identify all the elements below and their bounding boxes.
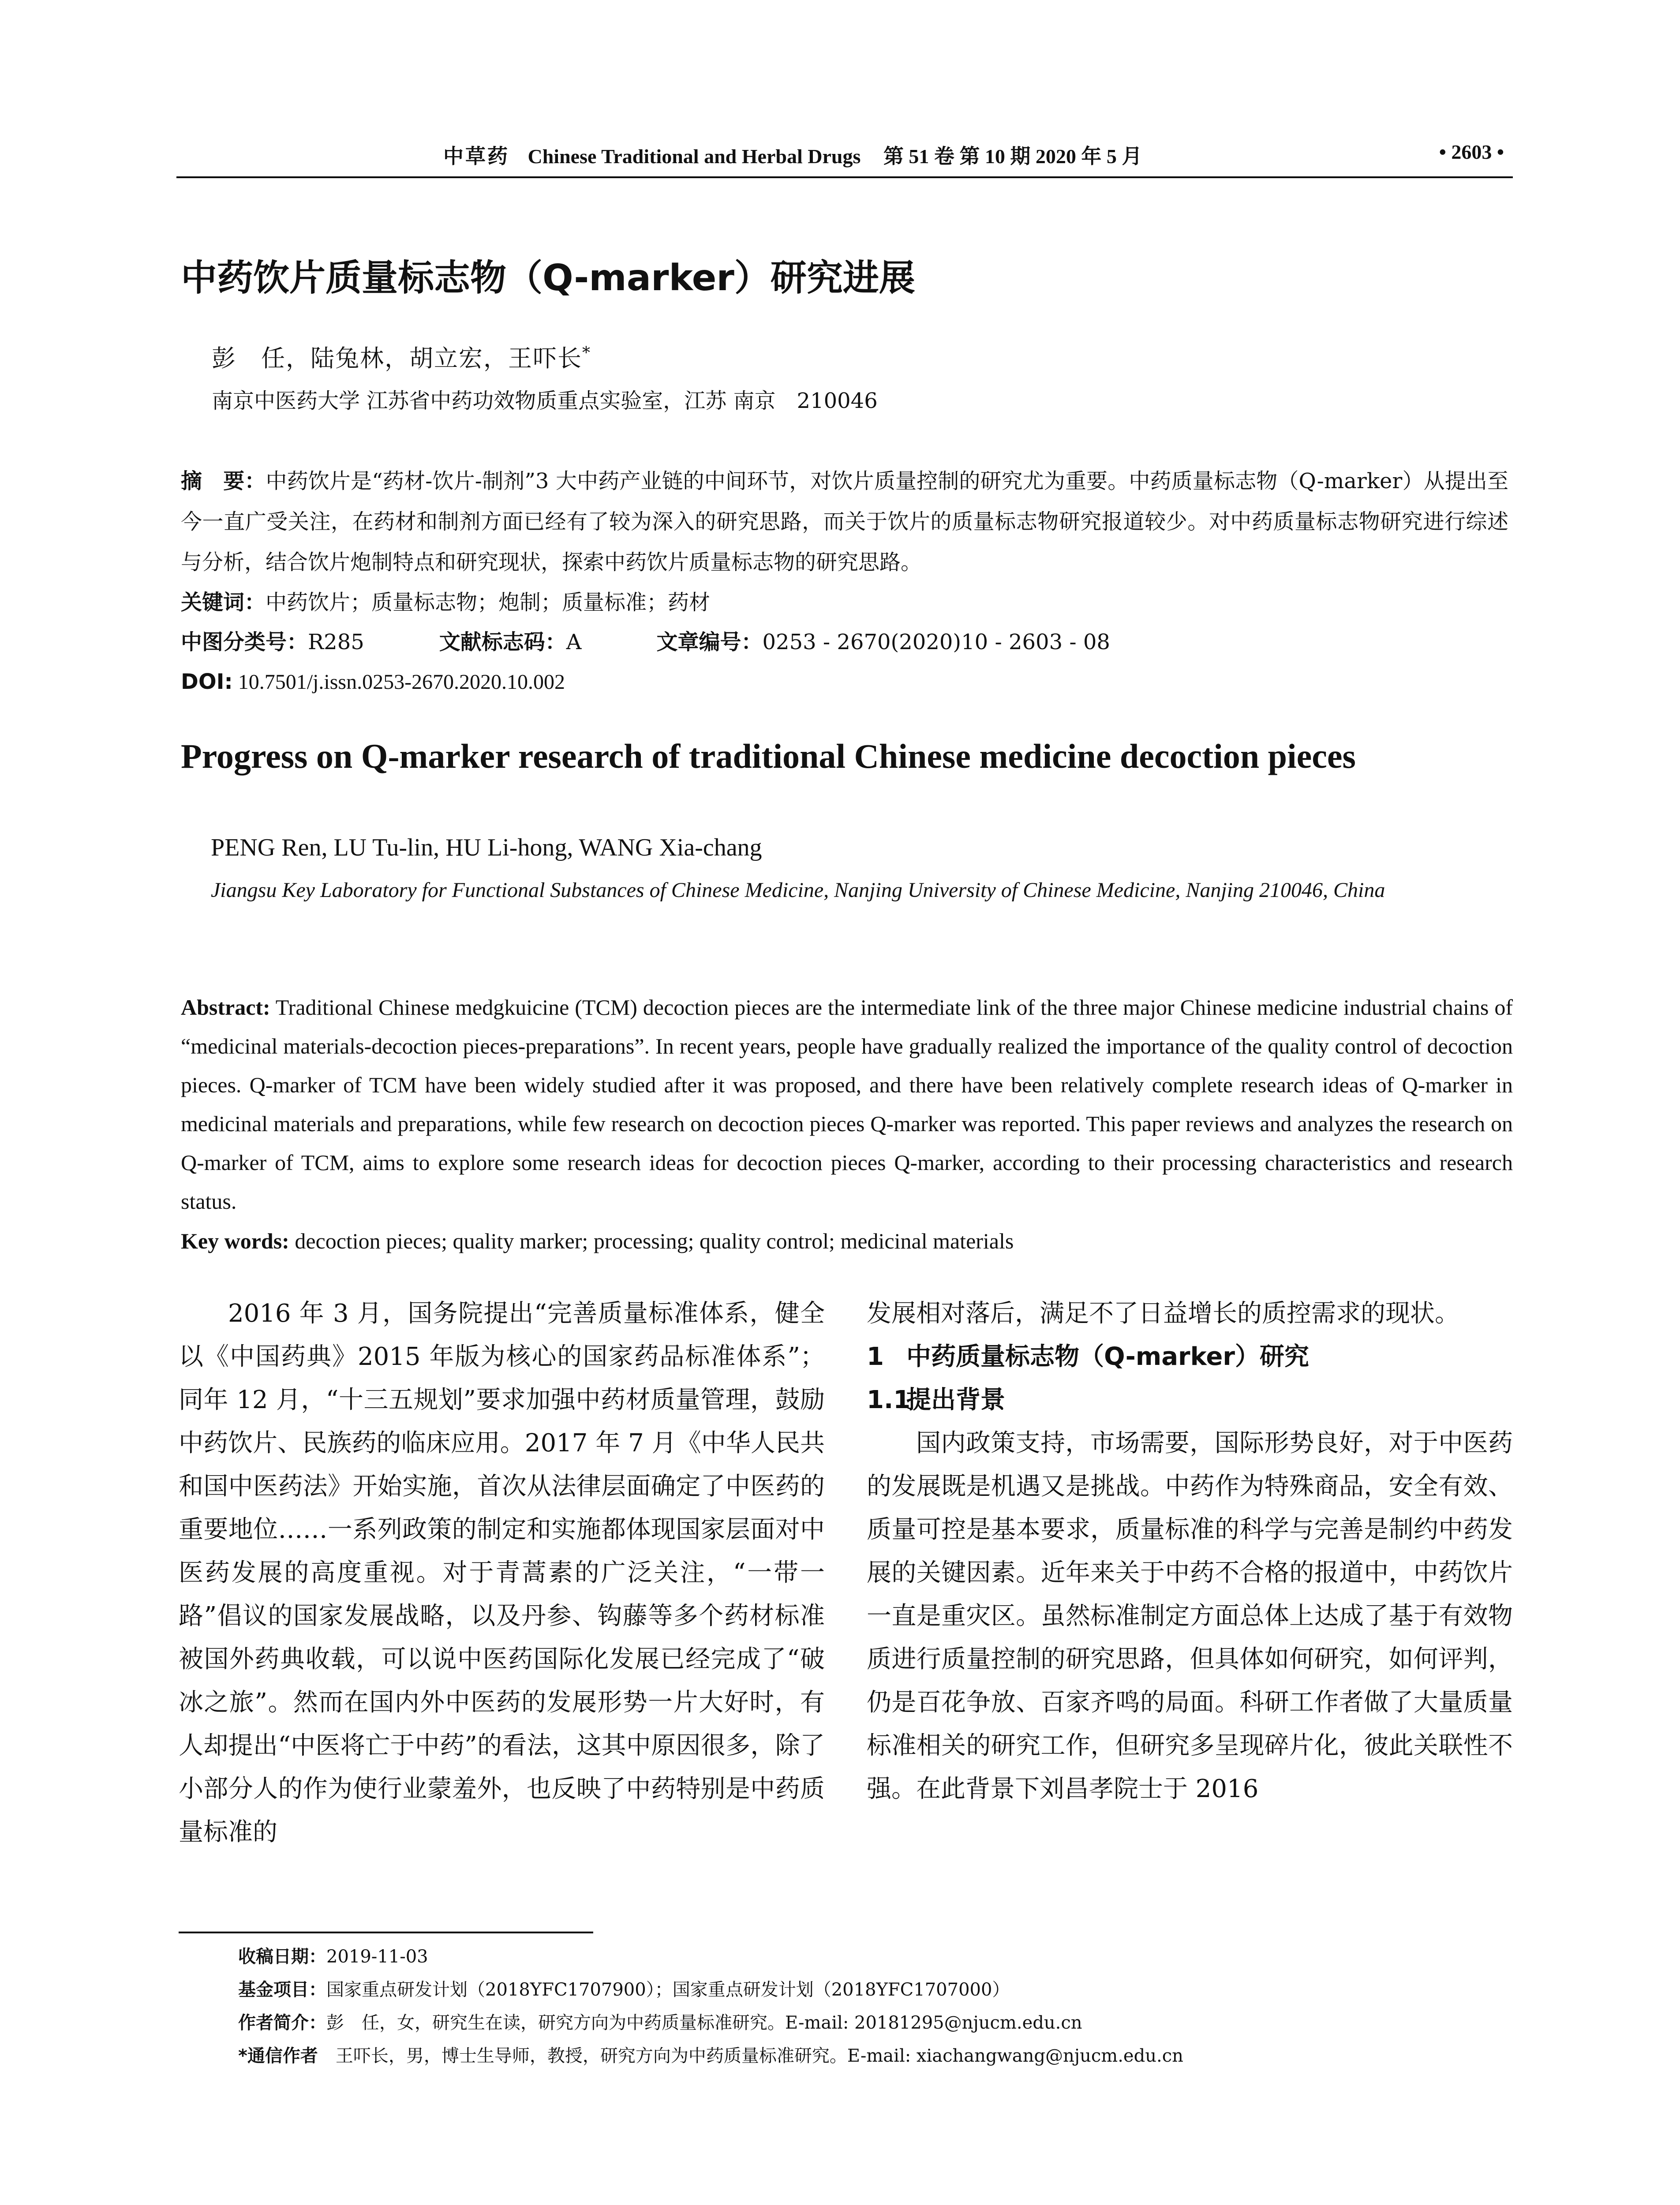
footnote-corresponding [238,2040,1517,2073]
doc-code-label: 文献标志码： [439,630,566,654]
keywords-cn-text: 中药饮片；质量标志物；炮制；质量标准；药材 [266,590,711,615]
article-no-value: 0253 - 2670(2020)10 - 2603 - 08 [762,630,1110,654]
journal-name [443,140,1142,169]
keywords-en [181,1222,1513,1260]
footnote-fund-value: 国家重点研发计划（2018YFC1707900）；国家重点研发计划（2018YFC1707000） [326,1980,1010,2000]
subsection-heading-1-1 [867,1379,1513,1422]
corresponding-mark: * [582,344,591,362]
body-paragraph: 2016 年 3 月，国务院提出“完善质量标准体系，健全以《中国药典》2015 年版为核心的国家药品标准体系”；同年 12 月，“十三五规划”要求加强中药材质量管理，鼓励中药饮片、民族药的临床应用。2017 年 7 月《中华人民共和国中医药法》开始实施，首次从法律层面确定了中医药的重要地位……一系列政策的制定和实施都体现国家层面对中医药发展的高度重视。对于青蒿素的广泛关注，“一带一路”倡议的国家发展战略，以及丹参、钩藤等多个药材标准被国外药典收载，可以说中医药国际化发展已经完成了“破冰之旅”。然而在国内外中医药的发展形势一片大好时，有人却提出“中医将亡于中药”的看法，这其中原因很多，除了小部分人的作为使行业蒙羞外，也反映了中药特别是中药质量标准的 [179,1299,825,1846]
doi-label: DOI: [181,669,233,694]
section-number: 1 [867,1342,884,1371]
affiliation-en: Jiangsu Key Laboratory for Functional Substances of Chinese Medicine, Nanjing University of Chinese Medicine, Nanjing 210046, China [211,878,1385,902]
keywords-en-text: decoction pieces; quality marker; processing; quality control; medicinal materials [295,1229,1014,1253]
footnote-corresponding-label: *通信作者 [238,2046,318,2066]
footnote-received-label: 收稿日期： [238,1947,326,1967]
title-cn: 中药饮片质量标志物（Q-marker）研究进展 [181,257,915,299]
authors-cn-names: 彭 任，陆兔林，胡立宏，王吓长 [212,344,582,372]
abstract-en [181,988,1513,1221]
abstract-en-text: Traditional Chinese medgkuicine (TCM) decoction pieces are the intermediate link of the three major Chinese medicine industrial chains of “medicinal materials-decoction pieces-preparations”. In recent years, people have gradually realized the importance of the quality control of decoction pieces. Q-marker of TCM have been widely studied after it was proposed, and there have been relatively complete research ideas of Q-marker in medicinal materials and preparations, while few research on decoction pieces Q-marker was reported. This paper reviews and analyzes the research on Q-marker of TCM, aims to explore some research ideas for decoction pieces Q-marker, according to their processing characteristics and research status. [181,995,1513,1214]
footnote-author [238,2007,1517,2040]
authors-cn [212,340,591,374]
doi-line [181,662,1508,703]
journal-name-en: Chinese Traditional and Herbal Drugs [528,145,861,168]
abstract-cn-label: 摘 要： [181,469,266,493]
doi-value: 10.7501/j.issn.0253-2670.2020.10.002 [238,670,565,694]
footnote-rule [179,1932,593,1933]
footnote-fund-label: 基金项目： [238,1980,326,2000]
section-title: 中药质量标志物（Q-marker）研究 [906,1342,1309,1371]
footnote-corresponding-value: 王吓长，男，博士生导师，教授，研究方向为中药质量标准研究。E-mail: xiachangwang@njucm.edu.cn [335,2046,1183,2066]
running-header [176,140,1513,174]
subsection-title: 提出背景 [906,1386,1005,1414]
footnotes [238,1940,1517,2073]
footnote-received-value: 2019-11-03 [326,1947,428,1967]
section-heading-1 [867,1335,1513,1379]
header-rule [176,176,1513,178]
body-paragraph: 国内政策支持，市场需要，国际形势良好，对于中医药的发展既是机遇又是挑战。中药作为特殊商品，安全有效、质量可控是基本要求，质量标准的科学与完善是制约中药发展的关键因素。近年来关于中药不合格的报道中，中药饮片一直是重灾区。虽然标准制定方面总体上达成了基于有效物质进行质量控制的研究思路，但具体如何研究，如何评判，仍是百花争放、百家齐鸣的局面。科研工作者做了大量质量标准相关的研究工作，但研究多呈现碎片化，彼此关联性不强。在此背景下刘昌孝院士于 2016 [867,1429,1513,1803]
footnote-author-value: 彭 任，女，研究生在读，研究方向为中药质量标准研究。E-mail: 20181295@njucm.edu.cn [326,2013,1082,2033]
article-no-label: 文章编号： [656,630,763,654]
footnote-author-label: 作者简介： [238,2013,326,2033]
body-column-right [867,1292,1513,1811]
page-number: • 2603 • [1439,141,1504,163]
body-paragraph-continued: 发展相对落后，满足不了日益增长的质控需求的现状。 [867,1299,1459,1328]
title-en: Progress on Q-marker research of traditional Chinese medicine decoction pieces [181,737,1356,775]
keywords-en-label: Key words: [181,1229,289,1253]
journal-name-cn: 中草药 [443,144,509,168]
keywords-cn [181,582,1508,623]
keywords-cn-label: 关键词： [181,590,266,615]
footnote-fund [238,1973,1517,2007]
affiliation-cn: 南京中医药大学 江苏省中药功效物质重点实验室，江苏 南京 210046 [212,389,878,413]
footnote-received [238,1940,1517,1973]
authors-en: PENG Ren, LU Tu-lin, HU Li-hong, WANG Xia-chang [211,834,762,861]
body-column-left [179,1292,825,1854]
clc-label: 中图分类号： [181,630,308,654]
subsection-number: 1.1 [867,1386,911,1414]
abstract-en-label: Abstract: [181,995,270,1020]
abstract-cn-text: 中药饮片是“药材-饮片-制剂”3 大中药产业链的中间环节，对饮片质量控制的研究尤为重要。中药质量标志物（Q-marker）从提出至今一直广受关注，在药材和制剂方面已经有了较为深入的研究思路，而关于饮片的质量标志物研究报道较少。对中药质量标志物研究进行综述与分析，结合饮片炮制特点和研究现状，探索中药饮片质量标志物的研究思路。 [181,469,1508,575]
doc-code-value: A [566,630,582,654]
classification-line [181,622,1508,662]
issue-info: 第 51 卷 第 10 期 2020 年 5 月 [883,145,1142,168]
clc-value: R285 [308,630,364,654]
abstract-cn [181,461,1508,583]
